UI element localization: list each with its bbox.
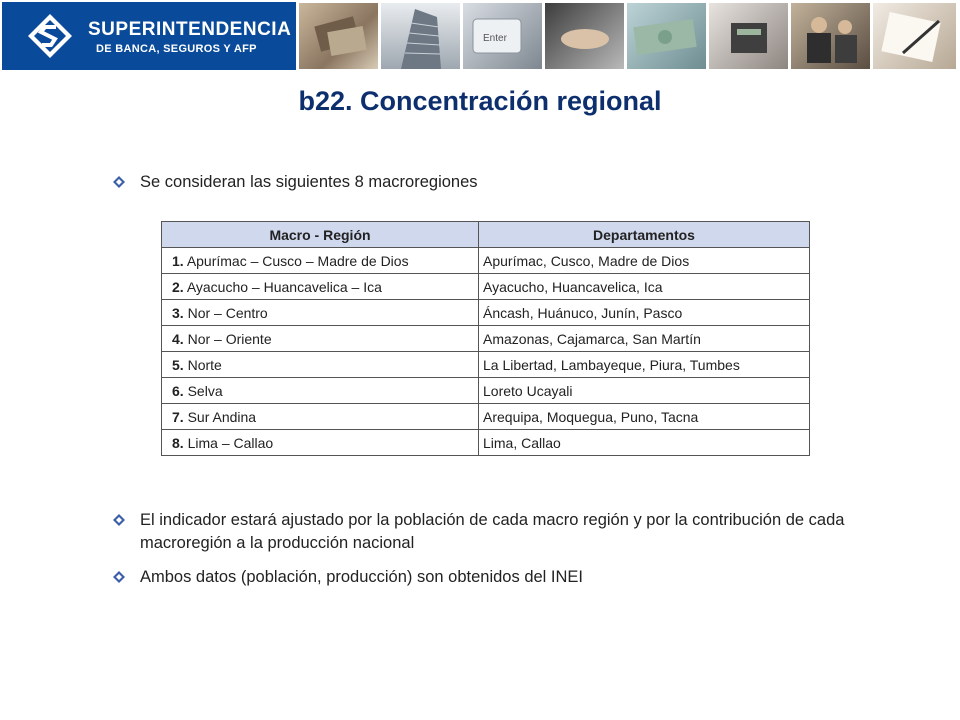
table-row	[162, 326, 810, 352]
bullet-text: Se consideran las siguientes 8 macroregiones	[140, 173, 478, 191]
region-name: Ayacucho – Huancavelica – Ica	[186, 278, 382, 295]
region-number: 2.	[172, 278, 184, 295]
table-row	[162, 404, 810, 430]
diamond-bullet-icon	[112, 513, 126, 527]
region-name: Apurímac – Cusco – Madre de Dios	[186, 252, 409, 269]
region-number: 8.	[172, 434, 184, 451]
departments-cell: Ayacucho, Huancavelica, Ica	[479, 274, 810, 300]
banner-photo-writing	[873, 3, 956, 69]
region-name: Selva	[187, 382, 223, 399]
banner-photo-handshake	[545, 3, 624, 69]
departments-cell: Loreto Ucayali	[479, 378, 810, 404]
table-row	[162, 248, 810, 274]
region-number: 3.	[172, 304, 184, 321]
column-header-departments: Departamentos	[479, 222, 810, 248]
region-cell	[162, 352, 479, 378]
region-cell	[162, 404, 479, 430]
departments-cell: Amazonas, Cajamarca, San Martín	[479, 326, 810, 352]
diamond-bullet-icon	[112, 175, 126, 189]
table-header-row	[162, 222, 810, 248]
table-row	[162, 352, 810, 378]
table-row	[162, 430, 810, 456]
region-name: Lima – Callao	[187, 434, 274, 451]
region-name: Nor – Centro	[187, 304, 268, 321]
sbs-logo-icon	[26, 12, 74, 60]
banner-photo-cards	[299, 3, 378, 69]
banner-photo-card-terminal	[709, 3, 788, 69]
region-number: 5.	[172, 356, 184, 373]
region-cell	[162, 378, 479, 404]
departments-cell: Lima, Callao	[479, 430, 810, 456]
banner-photo-building	[381, 3, 460, 69]
region-name: Norte	[187, 356, 222, 373]
region-cell	[162, 430, 479, 456]
banner-photo-money	[627, 3, 706, 69]
page-title: b22. Concentración regional	[298, 86, 662, 116]
table-row	[162, 378, 810, 404]
sbs-logo	[2, 2, 296, 70]
region-cell	[162, 326, 479, 352]
bullet-item	[112, 566, 912, 589]
bullet-item	[112, 171, 912, 194]
region-name: Nor – Oriente	[187, 330, 272, 347]
macroregions-table	[161, 221, 810, 456]
table-row	[162, 300, 810, 326]
departments-cell: La Libertad, Lambayeque, Piura, Tumbes	[479, 352, 810, 378]
region-name: Sur Andina	[187, 408, 257, 425]
region-number: 4.	[172, 330, 184, 347]
region-number: 7.	[172, 408, 184, 425]
departments-cell: Arequipa, Moquegua, Puno, Tacna	[479, 404, 810, 430]
bullet-item	[112, 509, 912, 555]
region-number: 1.	[172, 252, 184, 269]
banner-photo-keyboard	[463, 3, 542, 69]
bullet-text: Ambos datos (población, producción) son obtenidos del INEI	[140, 568, 584, 586]
bullet-text: El indicador estará ajustado por la población de cada macro región y por la contribución de cada macroregión a la producción nacional	[140, 511, 845, 552]
header-banner	[0, 0, 960, 72]
region-cell	[162, 274, 479, 300]
logo-subtitle: DE BANCA, SEGUROS Y AFP	[96, 43, 257, 55]
column-header-macro-region: Macro - Región	[162, 222, 479, 248]
logo-title: SUPERINTENDENCIA	[88, 19, 292, 40]
diamond-bullet-icon	[112, 570, 126, 584]
banner-photo-meeting	[791, 3, 870, 69]
table-row	[162, 274, 810, 300]
svg-text:Enter: Enter	[483, 33, 507, 44]
departments-cell: Áncash, Huánuco, Junín, Pasco	[479, 300, 810, 326]
region-cell	[162, 248, 479, 274]
departments-cell: Apurímac, Cusco, Madre de Dios	[479, 248, 810, 274]
region-cell	[162, 300, 479, 326]
region-number: 6.	[172, 382, 184, 399]
